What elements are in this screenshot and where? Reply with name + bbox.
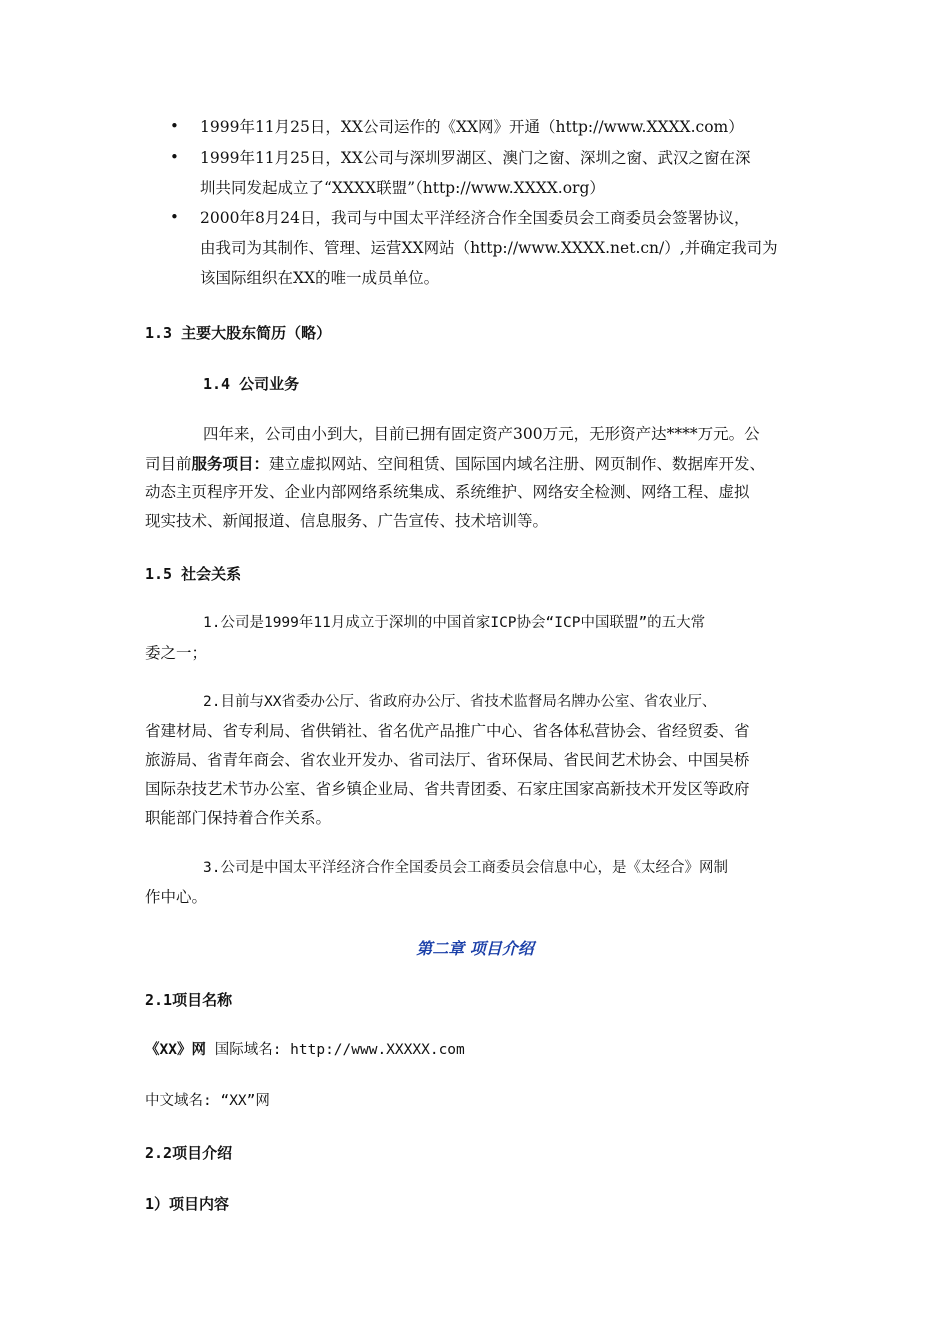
international-domain: 国际域名: http://www.XXXXX.com <box>205 1042 465 1058</box>
section-heading-2-1: 2.1项目名称 <box>145 991 233 1009</box>
section-heading-2-2: 2.2项目介绍 <box>145 1144 233 1162</box>
project-name-label: 《XX》网 <box>145 1042 206 1058</box>
business-line-2-rest: 建立虚拟网站、空间租赁、国际国内域名注册、网页制作、数据库开发、 <box>269 455 766 473</box>
relation-3-line-1: 3.公司是中国太平洋经济合作全国委员会工商委员会信息中心，是《太经合》网制 <box>203 860 728 876</box>
section-heading-1-4: 1.4 公司业务 <box>203 375 300 393</box>
bullet-3-line-1: 2000年8月24日，我司与中国太平洋经济合作全国委员会工商委员会签署协议， <box>200 209 750 227</box>
relation-2-line-5: 职能部门保持着合作关系。 <box>145 809 332 827</box>
subsection-project-content: 1）项目内容 <box>145 1195 230 1213</box>
relation-2-line-2: 省建材局、省专利局、省供销社、省名优产品推广中心、省各体私营协会、省经贸委、省 <box>145 722 750 740</box>
business-line-2 <box>145 454 765 474</box>
relation-3-line-2: 作中心。 <box>145 888 208 906</box>
project-name-line <box>145 1040 465 1060</box>
relation-1-line-2: 委之一； <box>145 644 208 662</box>
business-line-1: 四年来，公司由小到大，目前已拥有固定资产300万元，无形资产达****万元。公 <box>203 425 760 443</box>
chapter-title: 第二章 项目介绍 <box>416 939 534 958</box>
bullet-1-line-1: 1999年11月25日，XX公司运作的《XX网》开通（http://www.XXXX.com） <box>200 118 744 136</box>
section-heading-1-3: 1.3 主要大股东简历（略） <box>145 324 332 342</box>
business-line-3: 动态主页程序开发、企业内部网络系统集成、系统维护、网络安全检测、网络工程、虚拟 <box>145 483 750 501</box>
relation-2-line-3: 旅游局、省青年商会、省农业开发办、省司法厅、省环保局、省民间艺术协会、中国吴桥 <box>145 751 750 769</box>
business-line-2-prefix: 司目前 <box>145 455 192 473</box>
bullet-3-line-2: 由我司为其制作、管理、运营XX网站（http://www.XXXX.net.cn/）,并确定我司为 <box>200 239 778 257</box>
relation-2-line-4: 国际杂技艺术节办公室、省乡镇企业局、省共青团委、石家庄国家高新技术开发区等政府 <box>145 780 750 798</box>
bullet-dot: • <box>170 117 179 135</box>
bullet-3-line-3: 该国际组织在XX的唯一成员单位。 <box>200 269 440 287</box>
relation-2-line-1: 2.目前与XX省委办公厅、省政府办公厅、省技术监督局名牌办公室、省农业厅、 <box>203 694 717 710</box>
chinese-domain: 中文域名: “XX”网 <box>145 1093 270 1109</box>
service-items-label: 服务项目： <box>191 454 270 473</box>
bullet-dot: • <box>170 208 179 226</box>
bullet-dot: • <box>170 148 179 166</box>
bullet-2-line-1: 1999年11月25日，XX公司与深圳罗湖区、澳门之窗、深圳之窗、武汉之窗在深 <box>200 149 751 167</box>
section-heading-1-5: 1.5 社会关系 <box>145 565 242 583</box>
relation-1-line-1: 1.公司是1999年11月成立于深圳的中国首家ICP协会“ICP中国联盟”的五大常 <box>203 615 706 631</box>
bullet-2-line-2: 圳共同发起成立了“XXXX联盟”（http://www.XXXX.org） <box>200 179 605 197</box>
business-line-4: 现实技术、新闻报道、信息服务、广告宣传、技术培训等。 <box>145 512 549 530</box>
